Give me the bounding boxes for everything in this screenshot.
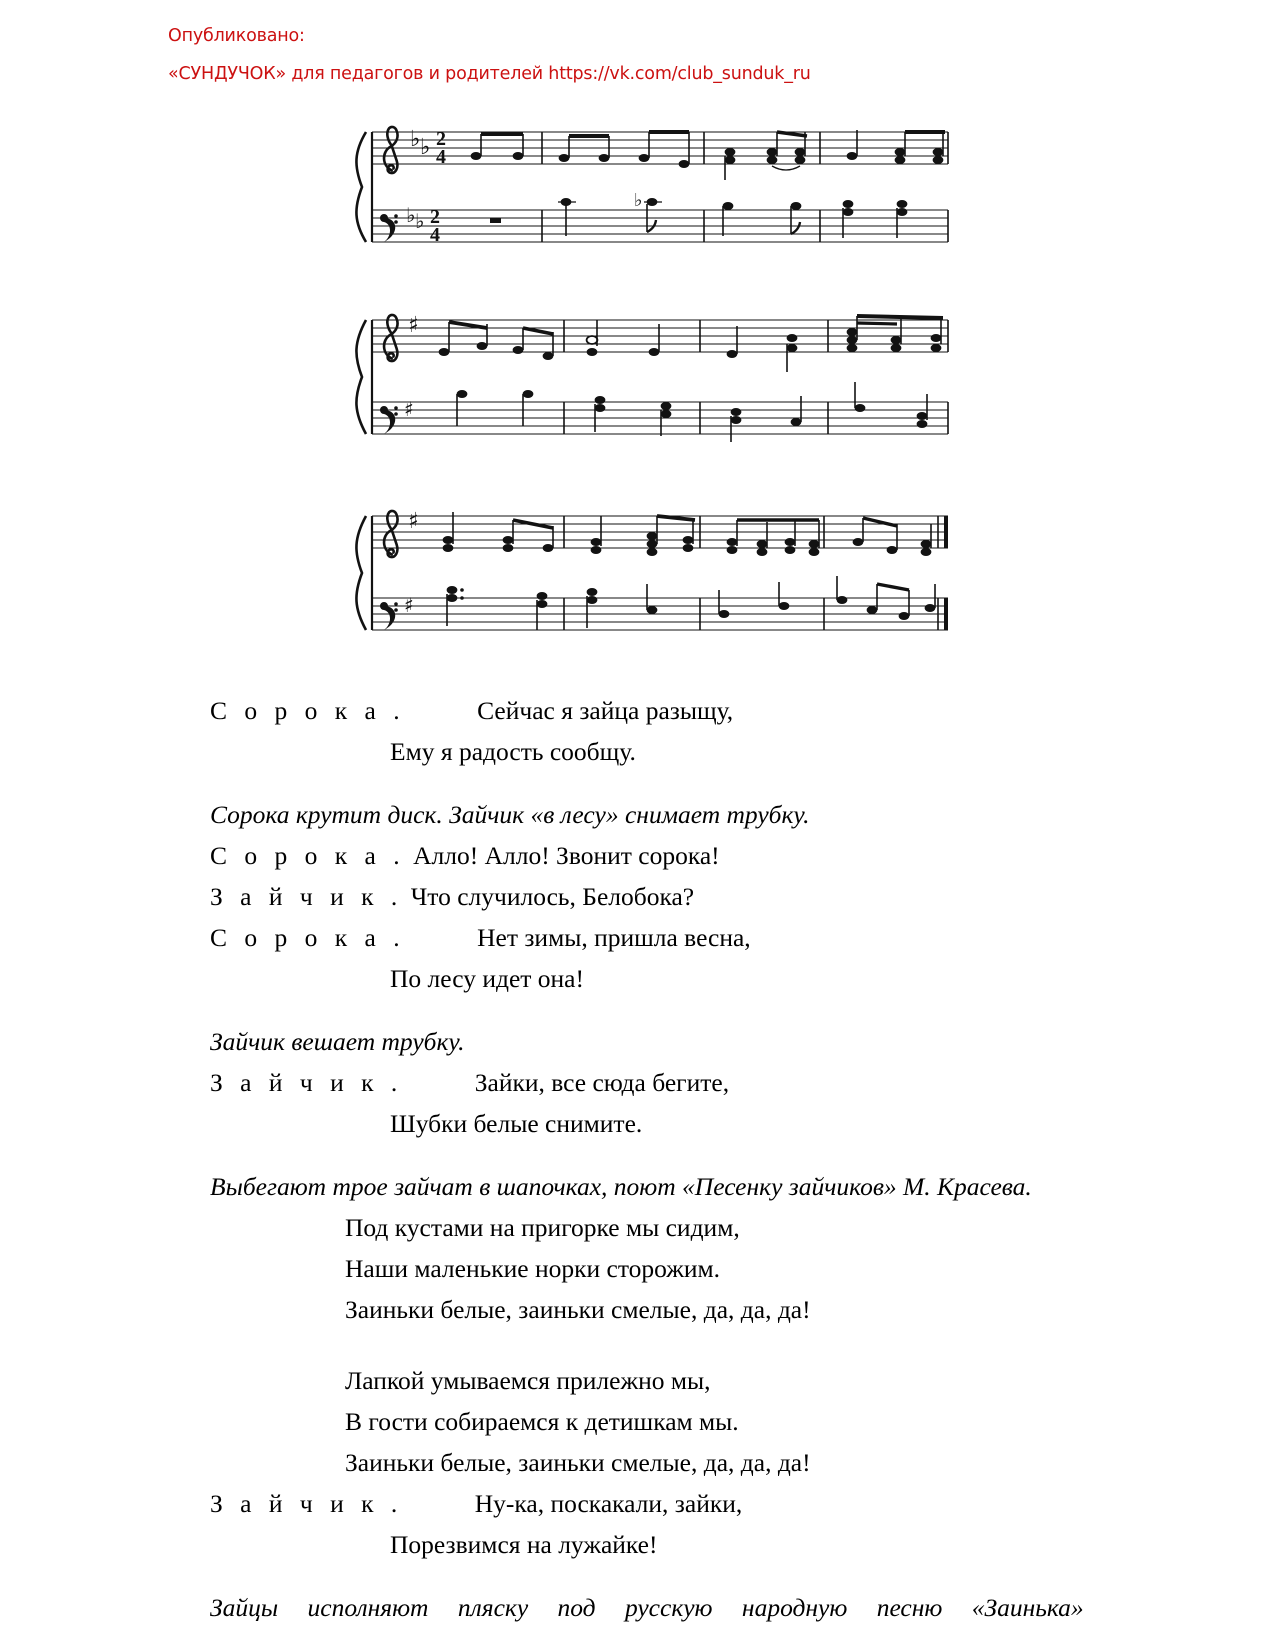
dialogue-line bbox=[0, 958, 1275, 999]
speech-text: Алло! Алло! Звонит сорока! bbox=[413, 841, 720, 870]
speech-text: Порезвимся на лужайке! bbox=[390, 1530, 658, 1559]
speech-text: Шубки белые снимите. bbox=[390, 1109, 643, 1138]
staff-svg-1 bbox=[352, 118, 952, 258]
spacer bbox=[0, 1330, 1275, 1360]
spacer bbox=[0, 999, 1275, 1021]
dialogue-line bbox=[0, 1103, 1275, 1144]
svg-text:4: 4 bbox=[436, 146, 446, 168]
dialogue-line bbox=[0, 731, 1275, 772]
script-text bbox=[0, 690, 1275, 1628]
speech-text: Нет зимы, пришла весна, bbox=[477, 923, 751, 952]
speaker-label: З а й ч и к . bbox=[210, 1489, 403, 1518]
svg-text:2: 2 bbox=[430, 206, 440, 228]
dialogue-line bbox=[0, 917, 1275, 958]
svg-text:♯: ♯ bbox=[404, 593, 414, 617]
watermark-header bbox=[168, 28, 1068, 83]
speaker-label: З а й ч и к . bbox=[210, 1068, 403, 1097]
svg-text:♭: ♭ bbox=[415, 209, 425, 233]
stage-direction: Выбегают трое зайчат в шапочках, поют «Песенку зайчиков» М. Красева. bbox=[210, 1172, 1032, 1201]
svg-text:♭: ♭ bbox=[420, 135, 431, 160]
svg-text:♭: ♭ bbox=[410, 127, 421, 152]
song-line: Наши маленькие норки сторожим. bbox=[345, 1254, 721, 1283]
svg-text:♯: ♯ bbox=[408, 509, 419, 534]
dialogue-line bbox=[0, 1524, 1275, 1565]
spacer bbox=[0, 772, 1275, 794]
song-line: Заиньки белые, заиньки смелые, да, да, да! bbox=[345, 1295, 811, 1324]
song-line: В гости собираемся к детишкам мы. bbox=[345, 1407, 739, 1436]
dialogue-line bbox=[0, 1483, 1275, 1524]
speech-text: Ну-ка, поскакали, зайки, bbox=[474, 1489, 743, 1518]
svg-text:♭: ♭ bbox=[634, 190, 643, 211]
dialogue-line bbox=[0, 1062, 1275, 1103]
dialogue-line bbox=[0, 876, 1275, 917]
speech-text: Что случилось, Белобока? bbox=[410, 882, 695, 911]
song-line: Под кустами на пригорке мы сидим, bbox=[345, 1213, 740, 1242]
watermark-line-2: «СУНДУЧОК» для педагогов и родителей https://vk.com/club_sunduk_ru bbox=[168, 63, 811, 84]
speaker-label: С о р о к а . bbox=[210, 841, 406, 870]
speech-text: По лесу идет она! bbox=[390, 964, 584, 993]
speech-text: Сейчас я зайца разыщу, bbox=[477, 696, 734, 725]
staff-svg-2 bbox=[352, 306, 952, 446]
speaker-label: С о р о к а . bbox=[210, 923, 406, 952]
music-notation-area bbox=[0, 108, 1275, 668]
svg-text:♭: ♭ bbox=[406, 203, 416, 227]
spacer bbox=[0, 1565, 1275, 1587]
staff-svg-3 bbox=[352, 498, 952, 643]
stage-direction-justified: Зайцы исполняют пляску под русскую народную песню «Заинька» bbox=[210, 1593, 1084, 1622]
stage-direction: Сорока крутит диск. Зайчик «в лесу» снимает трубку. bbox=[210, 800, 810, 829]
music-system-1 bbox=[352, 118, 942, 258]
spacer bbox=[0, 1144, 1275, 1166]
speech-text: Зайки, все сюда бегите, bbox=[474, 1068, 730, 1097]
song-line: Заиньки белые, заиньки смелые, да, да, да! bbox=[345, 1448, 811, 1477]
svg-text:2: 2 bbox=[436, 128, 446, 150]
svg-text:4: 4 bbox=[430, 224, 440, 246]
music-system-3 bbox=[352, 498, 942, 643]
speaker-label: С о р о к а . bbox=[210, 696, 406, 725]
song-line: Лапкой умываемся прилежно мы, bbox=[345, 1366, 711, 1395]
stage-direction: Зайчик вешает трубку. bbox=[210, 1027, 465, 1056]
svg-text:♯: ♯ bbox=[408, 313, 419, 338]
watermark-line-1: Опубликовано: bbox=[168, 26, 305, 46]
speech-text: Ему я радость сообщу. bbox=[390, 737, 636, 766]
dialogue-line bbox=[0, 690, 1275, 731]
svg-text:♯: ♯ bbox=[404, 397, 414, 421]
dialogue-line bbox=[0, 835, 1275, 876]
speaker-label: З а й ч и к . bbox=[210, 882, 403, 911]
music-system-2 bbox=[352, 306, 942, 446]
